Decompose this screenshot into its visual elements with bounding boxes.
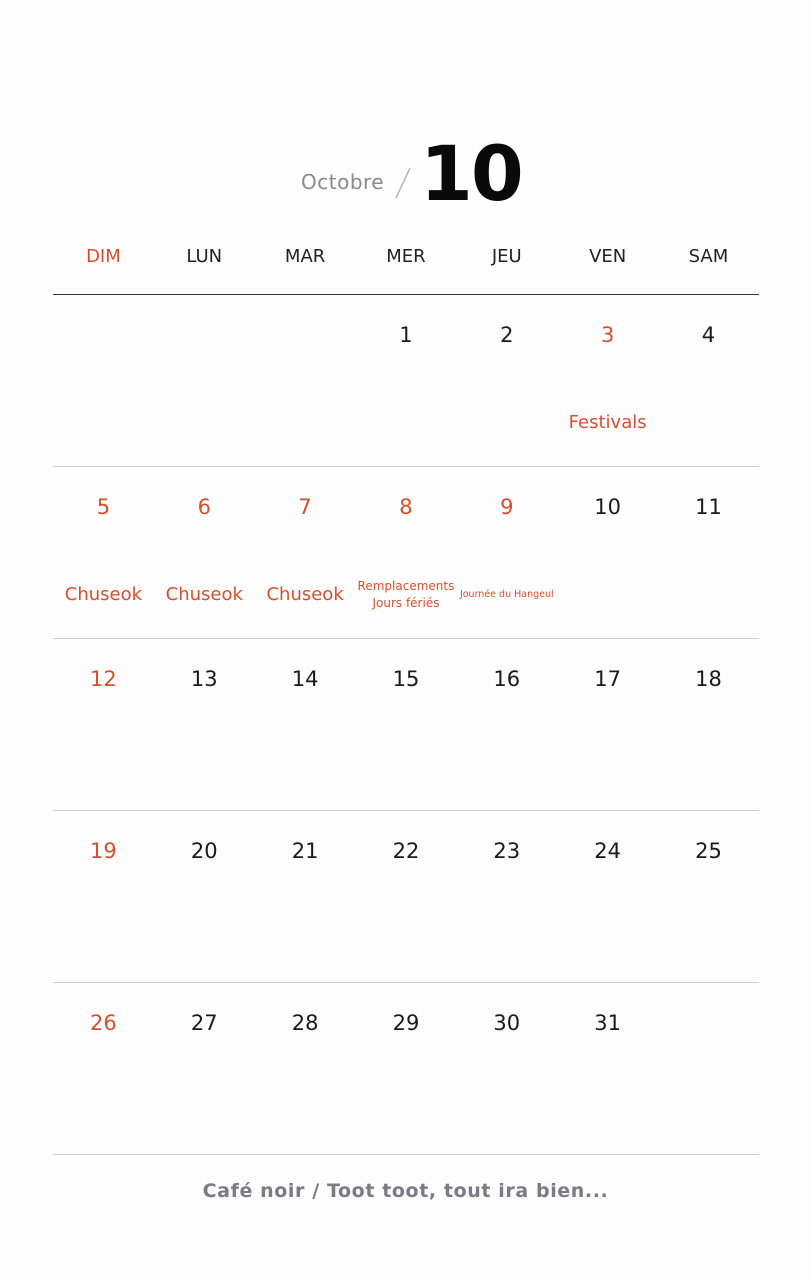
day-cell[interactable]: [557, 467, 658, 638]
day-number: 4: [701, 323, 716, 347]
day-cell[interactable]: [154, 983, 255, 1154]
week-row: [53, 983, 759, 1155]
day-cell[interactable]: [154, 811, 255, 982]
day-number: 13: [190, 667, 218, 691]
calendar-grid: [53, 295, 759, 1155]
week-row: [53, 811, 759, 983]
day-number: 29: [392, 1011, 420, 1035]
day-number: 18: [695, 667, 722, 691]
day-cell[interactable]: [154, 467, 255, 638]
day-cell[interactable]: [154, 639, 255, 810]
day-cell[interactable]: [456, 811, 557, 982]
day-cell[interactable]: [356, 639, 457, 810]
week-row: [53, 639, 759, 811]
empty-day-cell: [255, 295, 356, 466]
week-row: [53, 295, 759, 467]
day-number: 27: [190, 1011, 218, 1035]
day-number: 26: [90, 1011, 117, 1035]
day-number: 3: [600, 323, 615, 347]
day-number: 12: [90, 667, 117, 691]
day-number: 2: [500, 323, 514, 347]
day-number: 10: [594, 495, 621, 519]
day-number: 19: [90, 839, 117, 863]
day-cell[interactable]: [658, 295, 759, 466]
day-cell[interactable]: [456, 467, 557, 638]
day-number: 31: [594, 1011, 621, 1035]
day-cell[interactable]: [255, 983, 356, 1154]
weekday-mon: LUN: [186, 246, 223, 267]
day-cell[interactable]: [456, 295, 557, 466]
day-number: 30: [493, 1011, 521, 1035]
day-cell[interactable]: [456, 983, 557, 1154]
day-cell[interactable]: [255, 467, 356, 638]
holiday-label: Chuseok: [266, 584, 344, 605]
day-number: 8: [399, 495, 413, 519]
day-number: 1: [399, 323, 413, 347]
day-cell[interactable]: [53, 983, 154, 1154]
month-name: Octobre: [301, 170, 385, 194]
day-number: 6: [197, 495, 211, 519]
week-row: [53, 467, 759, 639]
day-number: 20: [190, 839, 218, 863]
weekday-sun: DIM: [86, 246, 121, 267]
day-cell[interactable]: [255, 811, 356, 982]
day-cell[interactable]: [658, 811, 759, 982]
holiday-label: Festivals: [568, 412, 647, 433]
month-number: 10: [420, 129, 522, 218]
day-cell[interactable]: [658, 467, 759, 638]
holiday-label: Remplacements Jours fériés: [357, 579, 455, 610]
day-number: 17: [594, 667, 621, 691]
empty-day-cell: [658, 983, 759, 1154]
holiday-label: Chuseok: [64, 584, 143, 605]
day-number: 22: [392, 839, 420, 863]
footer-caption: Café noir / Toot toot, tout ira bien...: [202, 1180, 609, 1202]
day-number: 28: [291, 1011, 319, 1035]
day-cell[interactable]: [53, 811, 154, 982]
day-number: 23: [493, 839, 521, 863]
day-number: 16: [493, 667, 521, 691]
day-cell[interactable]: [557, 811, 658, 982]
day-number: 14: [291, 667, 319, 691]
weekday-header-row: [53, 246, 759, 276]
day-number: 5: [96, 495, 111, 519]
day-number: 7: [298, 495, 312, 519]
day-number: 21: [291, 839, 319, 863]
day-number: 15: [392, 667, 420, 691]
day-number: 25: [695, 839, 722, 863]
day-cell[interactable]: [356, 295, 457, 466]
day-cell[interactable]: [356, 983, 457, 1154]
weekday-sat: SAM: [688, 246, 729, 267]
holiday-label: Journée du Hangeul: [459, 589, 554, 600]
slash-divider-icon: [388, 166, 418, 200]
day-cell[interactable]: [356, 467, 457, 638]
holiday-label: Chuseok: [165, 584, 243, 605]
day-cell[interactable]: [557, 295, 658, 466]
weekday-thu: JEU: [491, 246, 522, 267]
day-cell[interactable]: [557, 983, 658, 1154]
weekday-tue: MAR: [284, 246, 326, 267]
day-cell[interactable]: [356, 811, 457, 982]
day-cell[interactable]: [557, 639, 658, 810]
day-cell[interactable]: [53, 639, 154, 810]
day-number: 24: [594, 839, 621, 863]
day-cell[interactable]: [255, 639, 356, 810]
empty-day-cell: [53, 295, 154, 466]
day-cell[interactable]: [658, 639, 759, 810]
day-cell[interactable]: [456, 639, 557, 810]
weekday-wed: MER: [386, 246, 426, 267]
weekday-fri: VEN: [589, 246, 627, 267]
calendar-header: [0, 129, 811, 222]
empty-day-cell: [154, 295, 255, 466]
day-number: 11: [695, 495, 722, 519]
day-number: 9: [500, 495, 514, 519]
day-cell[interactable]: [53, 467, 154, 638]
